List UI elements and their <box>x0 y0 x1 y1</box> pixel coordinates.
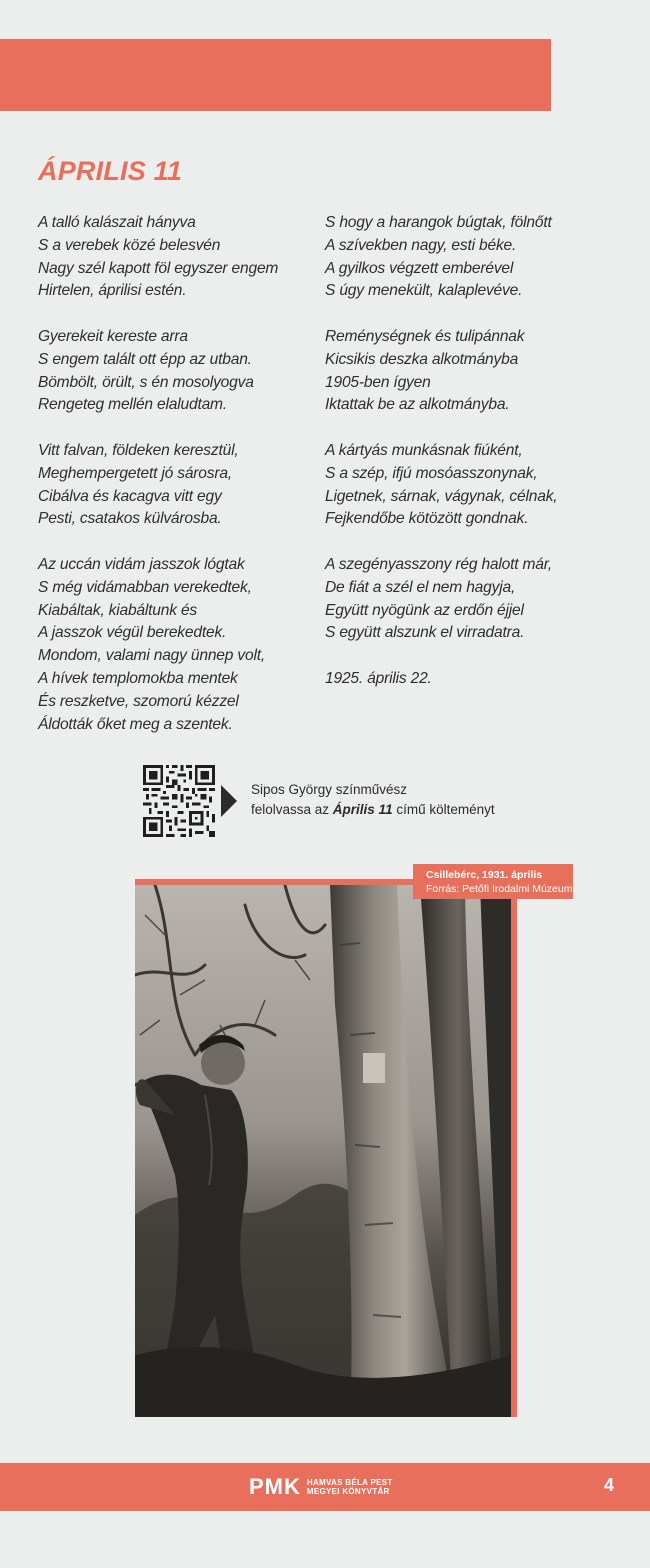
poem-line: Fejkendőbe kötözött gondnak. <box>325 510 529 528</box>
library-logo <box>249 1472 393 1502</box>
poem-line: Nagy szél kapott föl egyszer engem <box>38 259 279 277</box>
photo-caption <box>413 864 573 899</box>
poem-line: A hívek templomokba mentek <box>38 669 238 687</box>
poem-line: Kicsikis deszka alkotmányba <box>325 350 519 368</box>
poem-line: S még vidámabban verekedtek, <box>38 578 252 596</box>
poem-line: Kiabáltak, kiabáltunk és <box>38 601 198 619</box>
poem-stanza <box>38 440 313 531</box>
logo-line-2: MEGYEI KÖNYVTÁR <box>306 1487 390 1496</box>
photo-caption-source: Forrás: Petőfi Irodalmi Múzeum <box>426 883 573 895</box>
audio-reader: Sipos György színművész <box>251 782 408 797</box>
poem-stanza <box>38 326 313 417</box>
poem-date-stanza <box>325 668 600 691</box>
logo-line-1: HAMVAS BÉLA PEST <box>306 1478 393 1487</box>
qr-code-icon[interactable] <box>143 765 215 837</box>
poem-line: A talló kalászait hányva <box>38 214 196 231</box>
audio-desc-suffix: című költeményt <box>392 802 495 817</box>
poem-stanza <box>325 212 600 303</box>
poem-title: ÁPRILIS 11 <box>38 156 183 186</box>
poem-left-column <box>38 212 313 759</box>
poem-line: De fiát a szél el nem hagyja, <box>325 578 516 596</box>
poem-line: Bömbölt, örült, s én mosolyogva <box>38 373 254 391</box>
poem-line: Mondom, valami nagy ünnep volt, <box>38 647 265 665</box>
poem-line: Reménységnek és tulipánnak <box>325 327 525 345</box>
logo-mark: PMK <box>249 1474 301 1499</box>
poem-line: S a szép, ifjú mosóasszonynak, <box>325 464 538 482</box>
poem-stanza <box>325 440 600 531</box>
poem-line: Hirtelen, áprilisi estén. <box>38 282 187 300</box>
photo-caption-title: Csillebérc, 1931. április <box>426 869 543 881</box>
poem-line: Ligetnek, sárnak, vágynak, célnak, <box>325 487 558 505</box>
play-arrow-icon <box>221 785 237 817</box>
poem-line: S együtt alszunk el virradatra. <box>325 624 525 642</box>
poem-line: Az uccán vidám jasszok lógtak <box>38 555 245 573</box>
audio-desc-prefix: felolvassa az <box>251 802 333 817</box>
poem-date: 1925. április 22. <box>325 669 432 687</box>
poem-line: Pesti, csatakos külvárosba. <box>38 510 222 528</box>
top-accent-band <box>0 39 551 111</box>
poem-line: A szívekben nagy, esti béke. <box>325 236 517 254</box>
poem-line: Cibálva és kacagva vitt egy <box>38 487 222 505</box>
poem-line: A szegényasszony rég halott már, <box>325 555 553 573</box>
photo-frame <box>135 879 517 1417</box>
poem-line: A jasszok végül berekedtek. <box>38 624 227 642</box>
poem-line: A kártyás munkásnak fiúként, <box>325 441 523 459</box>
poem-line: Együtt nyögünk az erdőn éjjel <box>325 601 524 619</box>
poem-stanza <box>325 326 600 417</box>
poem-line: Iktattak be az alkotmányba. <box>325 396 510 414</box>
poem-line: S úgy menekült, kalaplevéve. <box>325 282 523 300</box>
poem-stanza <box>325 554 600 645</box>
footer-band <box>0 1463 650 1511</box>
audio-description <box>251 800 495 820</box>
audio-reading-caption <box>251 780 495 820</box>
historic-photo <box>135 885 511 1417</box>
poem-line: Meghempergetett jó sárosra, <box>38 464 232 482</box>
audio-poem-title: Április 11 <box>332 802 393 817</box>
logo-text <box>307 1478 393 1496</box>
poem-stanza <box>38 554 313 736</box>
poem-line: Áldották őket meg a szentek. <box>38 715 233 733</box>
poem-line: Vitt falvan, földeken keresztül, <box>38 441 239 459</box>
poem-line: Gyerekeit kereste arra <box>38 327 188 345</box>
poem-line: S engem talált ott épp az utban. <box>38 350 252 368</box>
poem-line: A gyilkos végzett emberével <box>325 259 514 277</box>
poem-right-column <box>325 212 600 714</box>
poem-line: S a verebek közé belesvén <box>38 236 221 254</box>
page-number: 4 <box>603 1475 614 1495</box>
poem-stanza <box>38 212 313 303</box>
poem-line: És reszketve, szomorú kézzel <box>38 692 239 710</box>
poem-line: S hogy a harangok búgtak, fölnőtt <box>325 214 552 231</box>
poem-line: Rengeteg mellén elaludtam. <box>38 396 227 414</box>
poem-line: 1905-ben ígyen <box>325 373 431 391</box>
